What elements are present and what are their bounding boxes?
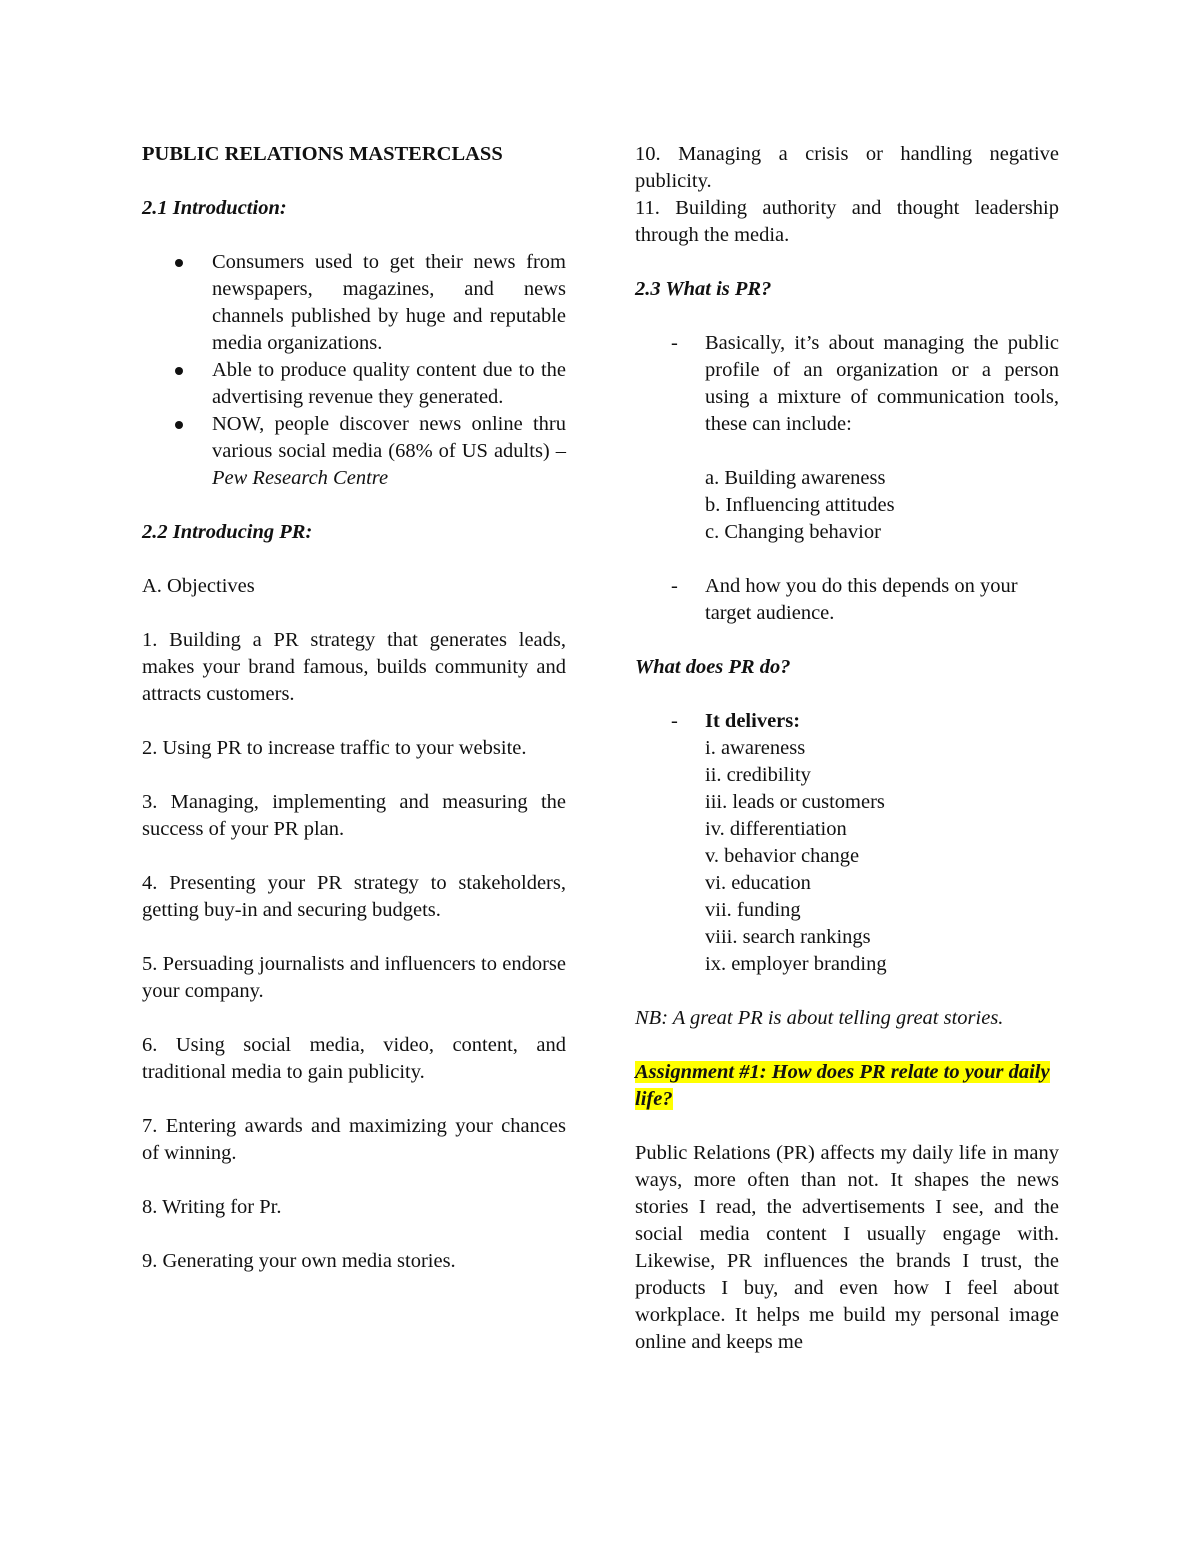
section-heading-what-is-pr: 2.3 What is PR? bbox=[635, 278, 772, 300]
assignment-text: Public Relations (PR) affects my daily life in many ways, more often than not. It shapes the news stories I read, the advertisements I see, and the social media content I usually engage with. Likewise, PR influences the brands I trust, the products I buy, and even how I feel about workplace. It helps me build my personal image online and keeps me bbox=[635, 1142, 1059, 1353]
delivers-item: vi. education bbox=[705, 872, 811, 894]
delivers-item: iii. leads or customers bbox=[705, 791, 885, 813]
objective-item: 11. Building authority and thought leadership through the media. bbox=[635, 197, 1059, 246]
what-is-pr-text: Basically, it’s about managing the public profile of an organization or a person using a mixture of communication tools, these can include: bbox=[705, 332, 1059, 435]
objective-item: 8. Writing for Pr. bbox=[142, 1196, 282, 1218]
section-heading-what-does-pr-do: What does PR do? bbox=[635, 656, 791, 678]
left-column bbox=[142, 141, 566, 1275]
objective-item: 7. Entering awards and maximizing your chances of winning. bbox=[142, 1115, 566, 1164]
objective-item: 5. Persuading journalists and influencers to endorse your company. bbox=[142, 953, 566, 1002]
objective-item: 9. Generating your own media stories. bbox=[142, 1250, 456, 1272]
assignment-heading: Assignment #1: How does PR relate to your daily life? bbox=[635, 1061, 1050, 1110]
dash-marker: - bbox=[671, 710, 678, 732]
what-is-pr-block bbox=[635, 330, 1059, 546]
delivers-item: ii. credibility bbox=[705, 764, 811, 786]
delivers-label: It delivers: bbox=[705, 710, 801, 732]
tool-item: c. Changing behavior bbox=[705, 521, 881, 543]
depends-text: And how you do this depends on your target audience. bbox=[705, 575, 1018, 624]
delivers-item: v. behavior change bbox=[705, 845, 860, 867]
objective-item: 10. Managing a crisis or handling negative publicity. bbox=[635, 143, 1059, 192]
tool-item: b. Influencing attitudes bbox=[705, 494, 895, 516]
objective-item: 4. Presenting your PR strategy to stakeholders, getting buy-in and securing budgets. bbox=[142, 872, 566, 921]
list-item: Consumers used to get their news from newspapers, magazines, and news channels published by huge and reputable media organizations. bbox=[142, 249, 566, 357]
delivers-item: viii. search rankings bbox=[705, 926, 871, 948]
list-item: NOW, people discover news online thru various social media (68% of US adults) – Pew Research Centre bbox=[142, 411, 566, 492]
section-heading-introduction: 2.1 Introduction: bbox=[142, 197, 287, 219]
right-column bbox=[635, 141, 1059, 1356]
objective-item: 2. Using PR to increase traffic to your website. bbox=[142, 737, 527, 759]
objectives-label: A. Objectives bbox=[142, 575, 255, 597]
tool-item: a. Building awareness bbox=[705, 467, 886, 489]
delivers-item: vii. funding bbox=[705, 899, 801, 921]
depends-block bbox=[635, 573, 1059, 627]
dash-marker: - bbox=[671, 575, 678, 597]
delivers-item: i. awareness bbox=[705, 737, 806, 759]
objective-item: 1. Building a PR strategy that generates leads, makes your brand famous, builds community and attracts customers. bbox=[142, 629, 566, 705]
objective-item: 3. Managing, implementing and measuring the success of your PR plan. bbox=[142, 791, 566, 840]
document-title: PUBLIC RELATIONS MASTERCLASS bbox=[142, 143, 503, 165]
nb-note: NB: A great PR is about telling great stories. bbox=[635, 1007, 1004, 1029]
delivers-item: iv. differentiation bbox=[705, 818, 847, 840]
introduction-bullet-list bbox=[142, 249, 566, 492]
delivers-item: ix. employer branding bbox=[705, 953, 887, 975]
list-item: Able to produce quality content due to the advertising revenue they generated. bbox=[142, 357, 566, 411]
dash-marker: - bbox=[671, 332, 678, 354]
delivers-block bbox=[635, 708, 1059, 978]
section-heading-introducing-pr: 2.2 Introducing PR: bbox=[142, 521, 313, 543]
source-citation: Pew Research Centre bbox=[212, 467, 389, 489]
objective-item: 6. Using social media, video, content, and traditional media to gain publicity. bbox=[142, 1034, 566, 1083]
